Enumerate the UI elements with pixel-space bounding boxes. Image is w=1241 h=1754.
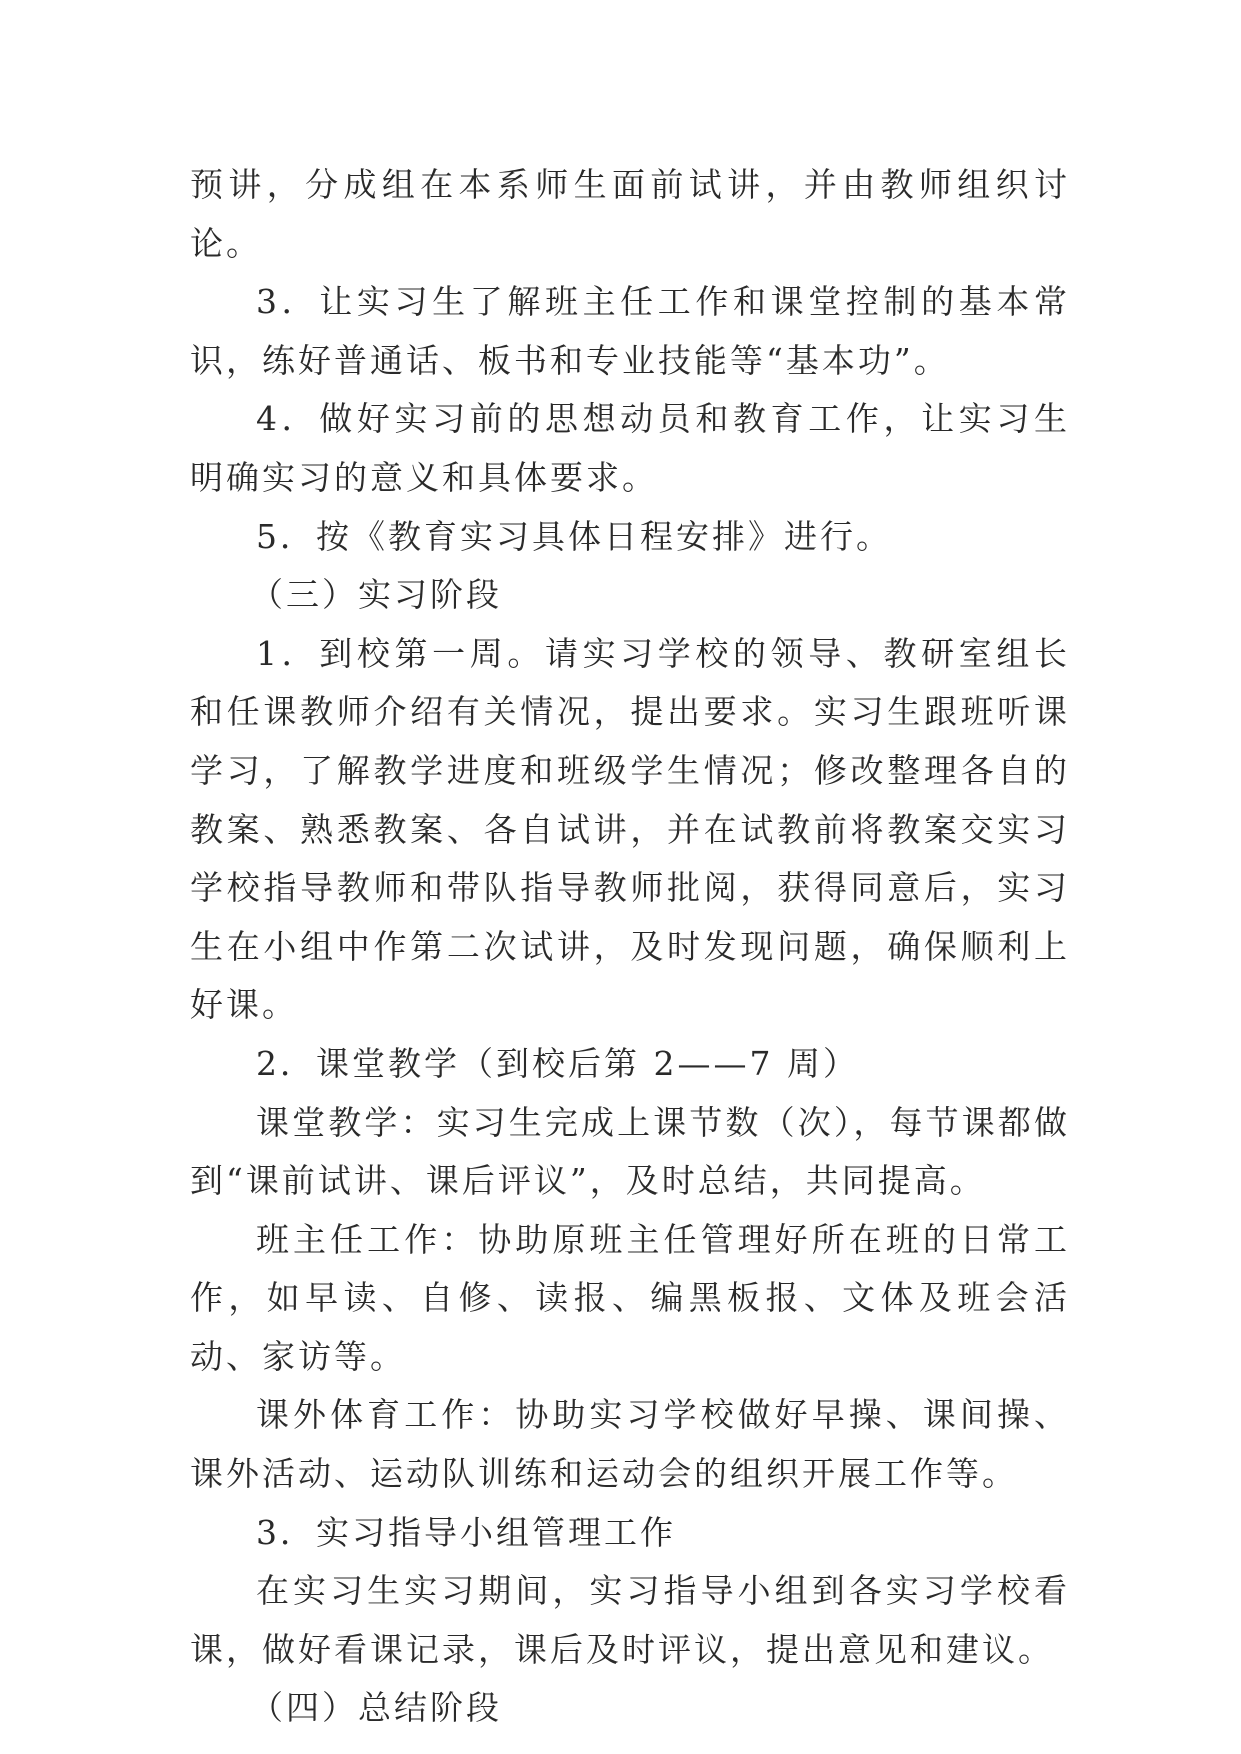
paragraph-class-teacher-work: 班主任工作：协助原班主任管理好所在班的日常工作，如早读、自修、读报、编黑板报、文体及班会活动、家访等。 [190, 1219, 1070, 1376]
paragraph-first-week: 1．到校第一周。请实习学校的领导、教研室组长和任课教师介绍有关情况，提出要求。实习生跟班听课学习，了解教学进度和班级学生情况；修改整理各自的教案、熟悉教案、各自试讲，并在试教前将教案交实习学校指导教师和带队指导教师批阅，获得同意后，实习生在小组中作第二次试讲，及时发现问题，确保顺利上好课。 [190, 633, 1070, 1025]
paragraph-classroom-teaching-heading: 2．课堂教学（到校后第 2——7 周） [256, 1043, 859, 1083]
section-heading-internship-stage: （三）实习阶段 [250, 575, 502, 615]
paragraph-sports-work: 课外体育工作：协助实习学校做好早操、课间操、课外活动、运动队训练和运动会的组织开展工作等。 [190, 1395, 1070, 1494]
paragraph-guidance-group-heading: 3．实习指导小组管理工作 [256, 1512, 676, 1552]
paragraph-continued: 预讲，分成组在本系师生面前试讲，并由教师组织讨论。 [190, 165, 1070, 263]
paragraph-item-5: 5．按《教育实习具体日程安排》进行。 [256, 516, 892, 556]
paragraph-item-4: 4．做好实习前的思想动员和教育工作，让实习生明确实习的意义和具体要求。 [190, 399, 1070, 497]
section-heading-summary-stage: （四）总结阶段 [250, 1688, 502, 1728]
paragraph-guidance-group: 在实习生实习期间，实习指导小组到各实习学校看课，做好看课记录，课后及时评议，提出意见和建议。 [190, 1571, 1070, 1669]
document-body [190, 156, 1070, 1738]
paragraph-item-3: 3．让实习生了解班主任工作和课堂控制的基本常识，练好普通话、板书和专业技能等“基本功”。 [190, 282, 1070, 380]
paragraph-classroom-teaching: 课堂教学：实习生完成上课节数（次），每节课都做到“课前试讲、课后评议”，及时总结，共同提高。 [190, 1102, 1070, 1201]
